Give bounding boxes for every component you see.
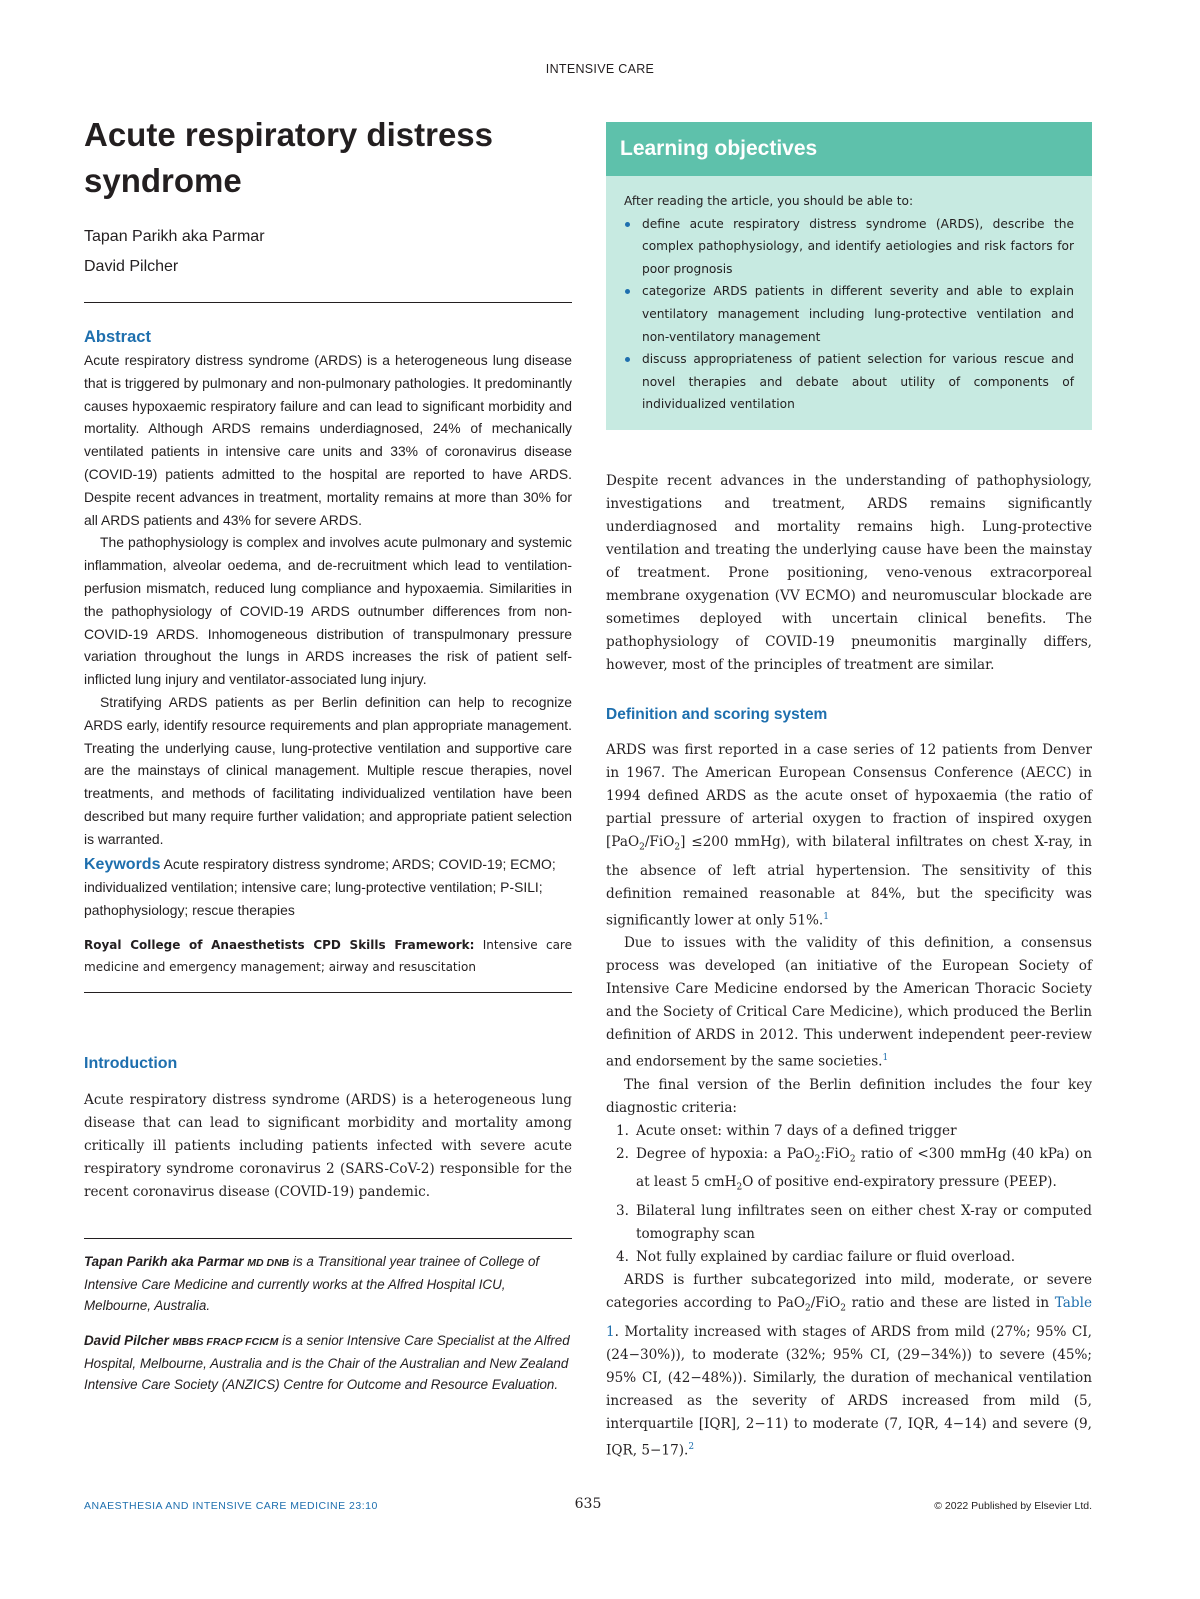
bio-name: David Pilcher <box>84 1332 169 1348</box>
abstract-paragraph: Stratifying ARDS patients as per Berlin definition can help to recognize ARDS early, identify resource requirements and plan appropriate management. Treating the underlying cause, lung-protective ventilation and supportive care are the mainstays of clinical management. Multiple rescue therapies, novel treatments, and methods of facilitating individualized ventilation have been described but many require further validation; and appropriate patient selection is warranted. <box>84 693 572 847</box>
text-run: ≤200 mmHg), with bilateral infiltrates on chest X-ray, in the absence of left atrial hypertension. The sensitivity of this definition remained reasonable at 84%, but the specificity was significantly lower at only 51%. <box>606 833 1092 929</box>
reference-link[interactable]: 2 <box>688 1441 695 1452</box>
text-run: Not fully explained by cardiac failure or fluid overload. <box>636 1249 1016 1266</box>
definition-heading: Definition and scoring system <box>606 705 828 723</box>
learning-objectives-body <box>606 176 1092 430</box>
abstract-paragraph: The pathophysiology is complex and involves acute pulmonary and systemic inflammation, alveolar oedema, and de-recruitment which lead to ventilation-perfusion mismatch, reduced lung compliance and hypoxaemia. Similarities in the pathophysiology of COVID-19 ARDS outnumber differences from non-COVID-19 ARDS. Inhomogeneous distribution of transpulmonary pressure variation throughout the lungs in ARDS increases the risk of patient self-inflicted lung injury and ventilator-associated lung injury. <box>84 534 572 688</box>
learning-objective-item: categorize ARDS patients in different severity and able to explain ventilatory management including lung-protective ventilation and non-ventilatory management <box>624 280 1074 348</box>
reference-link[interactable]: 1 <box>823 911 829 922</box>
bio-qualifications: MD DNB <box>247 1256 290 1269</box>
text-run: /FiO <box>810 1295 841 1312</box>
right-column <box>606 122 1092 1462</box>
cpd-framework <box>84 934 572 978</box>
intro-continuation-paragraph: Despite recent advances in the understanding of pathophysiology, investigations and treatment, ARDS remains significantly underdiagnosed and mortality remains high. Lung-protective ventilation and treating the underlying cause have been the mainstay of treatment. Prone positioning, veno-venous extracorporeal membrane oxygenation (VV ECMO) and neuromuscular blockade are sometimes deployed with uncertain clinical benefits. The pathophysiology of COVID-19 pneumonitis marginally differs, however, most of the principles of treatment are similar. <box>606 472 1092 673</box>
subscript: 2 <box>849 1154 856 1165</box>
page-footer <box>84 1496 1092 1518</box>
criteria-list <box>606 1120 1092 1269</box>
list-number: 4. <box>616 1249 629 1266</box>
criteria-item <box>606 1120 1092 1143</box>
text-run: O of positive end-expiratory pressure (PEEP). <box>742 1174 1057 1191</box>
cpd-text: Intensive care medicine and emergency management; airway and resuscitation <box>84 937 572 974</box>
author-name: Tapan Parikh aka Parmar <box>84 228 265 245</box>
definition-paragraph: The final version of the Berlin definition includes the four key diagnostic criteria: <box>606 1076 1092 1116</box>
text-run: ARDS is further subcategorized into mild, moderate, or severe categories according to PaO <box>606 1272 1092 1312</box>
subscript: 2 <box>639 842 645 853</box>
text-run: Due to issues with the validity of this definition, a consensus process was developed (an initiative of the European Society of Intensive Care Medicine endorsed by the American Thoracic Society and the Society of Critical Care Medicine), which produced the Berlin definition of ARDS in 2012. This underwent independent peer-review and endorsement by the same societies. <box>606 935 1092 1070</box>
text-run: Bilateral lung infiltrates seen on either chest X-ray or computed tomography scan <box>636 1203 1092 1243</box>
table-link[interactable]: Table 1 <box>606 1295 1092 1340</box>
article-title: Acute respiratory distress syndrome <box>84 116 494 199</box>
abstract-heading: Abstract <box>84 328 151 346</box>
criteria-item <box>606 1200 1092 1246</box>
keywords-text: Acute respiratory distress syndrome; ARDS; COVID-19; ECMO; individualized ventilation; intensive care; lung-protective ventilation; P-SILI; pathophysiology; rescue therapies <box>84 855 556 919</box>
cpd-label: Royal College of Anaesthetists CPD Skills Framework: <box>84 937 475 952</box>
text-run: :FiO <box>820 1145 850 1162</box>
bio-name: Tapan Parikh aka Parmar <box>84 1253 244 1269</box>
text-run: ratio of <300 mmHg (40 kPa) on at least 5 cmH <box>636 1145 1092 1191</box>
list-number: 3. <box>616 1203 629 1220</box>
severity-paragraph <box>606 1269 1092 1462</box>
list-number: 1. <box>616 1122 629 1139</box>
subscript: 2 <box>814 1154 821 1165</box>
bio-text: is a senior Intensive Care Specialist at the Alfred Hospital, Melbourne, Australia and is the Chair of the Australian and New Zealand Intensive Care Society (ANZICS) Centre for Outcome and Resource Evaluation. <box>84 1332 570 1392</box>
learning-objectives-heading: Learning objectives <box>606 122 1092 176</box>
text-run: Degree of hypoxia: a PaO <box>636 1145 815 1162</box>
keywords <box>84 853 572 922</box>
section-label: INTENSIVE CARE <box>545 62 655 76</box>
text-run: ratio and these are listed in <box>845 1295 1055 1312</box>
journal-citation: ANAESTHESIA AND INTENSIVE CARE MEDICINE 23:10 <box>84 1500 378 1512</box>
abstract-paragraph: Acute respiratory distress syndrome (ARDS) is a heterogeneous lung disease that is triggered by pulmonary and non-pulmonary pathologies. It predominantly causes hypoxaemic respiratory failure and can lead to significant morbidity and mortality. Although ARDS remains underdiagnosed, 24% of mechanically ventilated patients in intensive care units and 33% of coronavirus disease (COVID-19) patients admitted to the hospital are reported to have ARDS. Despite recent advances in treatment, mortality remains at more than 30% for all ARDS patients and 43% for severe ARDS. <box>84 352 572 528</box>
left-column <box>84 112 572 1395</box>
text-run: /FiO <box>644 833 675 850</box>
divider <box>84 302 572 303</box>
page-number: 635 <box>574 1496 602 1512</box>
divider <box>84 1238 572 1239</box>
text-run: Acute onset: within 7 days of a defined trigger <box>636 1122 957 1139</box>
learning-objective-item: discuss appropriateness of patient selection for various rescue and novel therapies and debate about utility of components of individualized ventilation <box>624 348 1074 416</box>
learning-objective-item: define acute respiratory distress syndrome (ARDS), describe the complex pathophysiology, and identify aetiologies and risk factors for poor prognosis <box>624 213 1074 281</box>
definition-paragraph <box>606 932 1092 1074</box>
introduction-heading: Introduction <box>84 1054 178 1072</box>
criteria-item <box>606 1246 1092 1269</box>
criteria-item <box>606 1143 1092 1200</box>
text-run: ARDS was first reported in a case series of 12 patients from Denver in 1967. The American European Consensus Conference (AECC) in 1994 defined ARDS as the acute onset of hypoxaemia (the ratio of partial pressure of arterial oxygen to fraction of inspired oxygen [PaO <box>606 741 1092 850</box>
reference-link[interactable]: 1 <box>882 1053 889 1064</box>
bio-qualifications: MBBS FRACP FCICM <box>172 1335 279 1348</box>
divider <box>84 992 572 993</box>
author-bio <box>84 1330 572 1395</box>
introduction-paragraph: Acute respiratory distress syndrome (ARDS) is a heterogeneous lung disease that can lead to significant morbidity and mortality among critically ill patients including patients infected with severe acute respiratory syndrome coronavirus 2 (SARS-CoV-2) responsible for the recent coronavirus disease (COVID-19) pandemic. <box>84 1091 572 1200</box>
definition-paragraph: ARDS was first reported in a case series of 12 patients from Denver in 1967. The American European Consensus Conference (AECC) in 1994 defined ARDS as the acute onset of hypoxaemia (the ratio of partial pressure of arterial oxygen to fraction of inspired oxygen [PaO$_2$/FiO$_2$] ≤200 mmHg), with bilateral infiltrates on chest X-ray, in the absence of left atrial hypertension. The sensitivity of this definition remained reasonable at 84%, but the specificity was significantly lower at only 51%.$^1$ <box>606 741 1092 929</box>
subscript: 2 <box>840 1303 846 1314</box>
author-bio <box>84 1251 572 1316</box>
author-name: David Pilcher <box>84 258 179 275</box>
publisher-notice: © 2022 Published by Elsevier Ltd. <box>934 1500 1092 1512</box>
author-list <box>84 222 572 282</box>
bio-text: is a Transitional year trainee of College of Intensive Care Medicine and currently works at the Alfred Hospital ICU, Melbourne, Australia. <box>84 1253 540 1313</box>
learning-objectives-box <box>606 122 1092 430</box>
keywords-heading: Keywords <box>84 855 161 873</box>
subscript: 2 <box>804 1303 811 1314</box>
text-run: . Mortality increased with stages of ARDS from mild (27%; 95% CI, (24−30%)), to moderate (32%; 95% CI, (29−34%)) to severe (45%; 95% CI, (42−48%)). Similarly, the duration of mechanical ventilation increased as the severity of ARDS increased from mild (5, interquartile [IQR], 2−11) to moderate (7, IQR, 4−14) and severe (9, IQR, 5−17). <box>606 1323 1092 1459</box>
subscript: 2 <box>736 1183 743 1194</box>
subscript: 2 <box>674 842 681 853</box>
learning-objectives-intro: After reading the article, you should be able to: <box>624 194 914 208</box>
list-number: 2. <box>616 1145 629 1162</box>
